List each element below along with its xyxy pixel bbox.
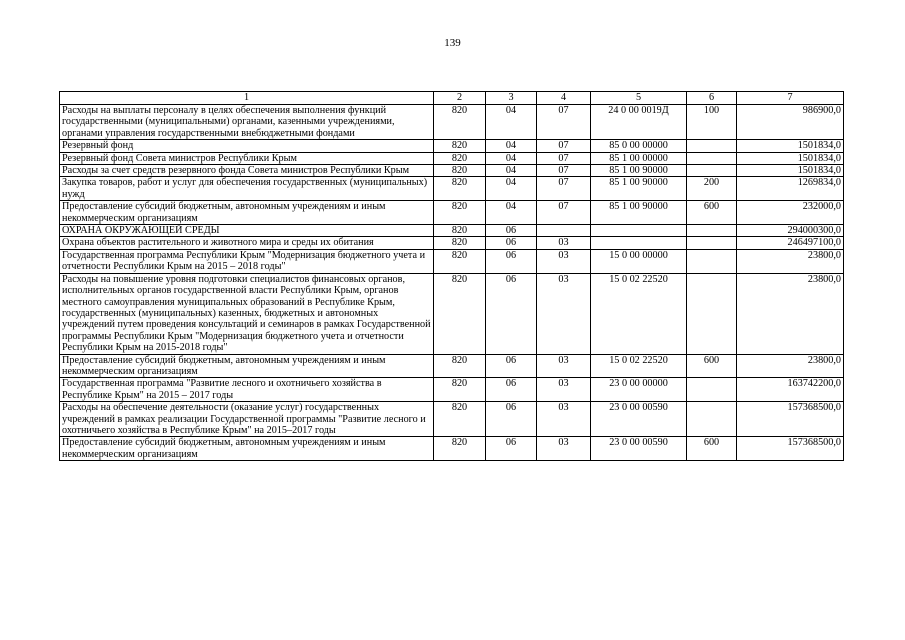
- cell-expense-type: 600: [687, 201, 737, 225]
- table-row: [60, 237, 844, 249]
- cell-description: Государственная программа Республики Крым "Модернизация бюджетного учета и отчетности Республики Крым на 2015 – 2018 годы": [60, 249, 434, 273]
- cell-description: Предоставление субсидий бюджетным, автономным учреждениям и иным некоммерческим организациям: [60, 354, 434, 378]
- cell-subsection-code: 03: [537, 378, 591, 402]
- cell-subsection-code: 03: [537, 273, 591, 354]
- cell-amount: 23800,0: [737, 273, 844, 354]
- cell-department-code: 820: [434, 140, 486, 152]
- cell-amount: 1501834,0: [737, 140, 844, 152]
- cell-description: Расходы за счет средств резервного фонда Совета министров Республики Крым: [60, 165, 434, 177]
- cell-section-code: 06: [486, 249, 537, 273]
- budget-table: [59, 91, 844, 461]
- cell-amount: 294000300,0: [737, 225, 844, 237]
- cell-department-code: 820: [434, 402, 486, 437]
- cell-description: Расходы на обеспечение деятельности (оказание услуг) государственных учреждений в рамках реализации Государственной программы "Развитие лесного и охотничьего хозяйства в Республике Крым" на 2015–2017 годы: [60, 402, 434, 437]
- table-row: [60, 201, 844, 225]
- cell-section-code: 04: [486, 201, 537, 225]
- column-header: 7: [737, 92, 844, 105]
- cell-section-code: 06: [486, 402, 537, 437]
- cell-section-code: 06: [486, 378, 537, 402]
- table-row: [60, 378, 844, 402]
- cell-expense-type: 600: [687, 437, 737, 461]
- cell-section-code: 06: [486, 225, 537, 237]
- cell-department-code: 820: [434, 177, 486, 201]
- cell-subsection-code: 03: [537, 354, 591, 378]
- cell-description: Резервный фонд: [60, 140, 434, 152]
- cell-expense-type: [687, 225, 737, 237]
- cell-description: Расходы на повышение уровня подготовки специалистов финансовых органов, исполнительных органов государственной власти Республики Крым, органов местного самоуправления муниципальных образований в Республике Крым, государственных (муниципальных) казенных, бюджетных и автономных учреждений путем проведения консультаций и семинаров в рамках Государственной программы Республики Крым "Модернизация бюджетного учета и отчетности Республики Крым на 2015-2018 годы": [60, 273, 434, 354]
- cell-amount: 23800,0: [737, 354, 844, 378]
- page-number: 139: [444, 37, 461, 49]
- cell-expense-type: [687, 249, 737, 273]
- cell-subsection-code: [537, 225, 591, 237]
- cell-target-article: 15 0 00 00000: [591, 249, 687, 273]
- cell-target-article: 85 1 00 00000: [591, 152, 687, 164]
- cell-department-code: 820: [434, 273, 486, 354]
- cell-target-article: 24 0 00 0019Д: [591, 105, 687, 140]
- column-header: 6: [687, 92, 737, 105]
- cell-expense-type: 100: [687, 105, 737, 140]
- cell-department-code: 820: [434, 237, 486, 249]
- cell-amount: 157368500,0: [737, 437, 844, 461]
- cell-department-code: 820: [434, 152, 486, 164]
- cell-description: Охрана объектов растительного и животного мира и среды их обитания: [60, 237, 434, 249]
- cell-target-article: 23 0 00 00590: [591, 402, 687, 437]
- cell-target-article: 85 1 00 90000: [591, 201, 687, 225]
- cell-section-code: 04: [486, 140, 537, 152]
- cell-description: Предоставление субсидий бюджетным, автономным учреждениям и иным некоммерческим организациям: [60, 201, 434, 225]
- cell-expense-type: [687, 273, 737, 354]
- cell-target-article: 23 0 00 00590: [591, 437, 687, 461]
- cell-description: Предоставление субсидий бюджетным, автономным учреждениям и иным некоммерческим организациям: [60, 437, 434, 461]
- cell-description: Закупка товаров, работ и услуг для обеспечения государственных (муниципальных) нужд: [60, 177, 434, 201]
- table-row: [60, 437, 844, 461]
- cell-expense-type: 200: [687, 177, 737, 201]
- cell-target-article: 85 1 00 90000: [591, 177, 687, 201]
- cell-section-code: 06: [486, 437, 537, 461]
- cell-section-code: 04: [486, 152, 537, 164]
- cell-expense-type: [687, 165, 737, 177]
- cell-subsection-code: 03: [537, 249, 591, 273]
- cell-section-code: 06: [486, 354, 537, 378]
- cell-subsection-code: 03: [537, 437, 591, 461]
- cell-target-article: 85 0 00 00000: [591, 140, 687, 152]
- cell-amount: 23800,0: [737, 249, 844, 273]
- cell-department-code: 820: [434, 354, 486, 378]
- table-row: [60, 177, 844, 201]
- cell-department-code: 820: [434, 105, 486, 140]
- cell-target-article: [591, 237, 687, 249]
- cell-amount: 232000,0: [737, 201, 844, 225]
- cell-expense-type: [687, 378, 737, 402]
- cell-amount: 986900,0: [737, 105, 844, 140]
- cell-amount: 157368500,0: [737, 402, 844, 437]
- cell-expense-type: [687, 402, 737, 437]
- cell-expense-type: [687, 152, 737, 164]
- table-row: [60, 273, 844, 354]
- cell-section-code: 04: [486, 177, 537, 201]
- cell-amount: 163742200,0: [737, 378, 844, 402]
- header-row: [60, 92, 844, 105]
- cell-amount: 1501834,0: [737, 152, 844, 164]
- cell-department-code: 820: [434, 437, 486, 461]
- cell-description: Расходы на выплаты персоналу в целях обеспечения выполнения функций государственными (муниципальными) органами, казенными учреждениями, органами управления государственными внебюджетными фондами: [60, 105, 434, 140]
- table-row: [60, 140, 844, 152]
- cell-subsection-code: 07: [537, 165, 591, 177]
- cell-amount: 246497100,0: [737, 237, 844, 249]
- cell-target-article: 23 0 00 00000: [591, 378, 687, 402]
- cell-subsection-code: 07: [537, 201, 591, 225]
- table-row: [60, 354, 844, 378]
- cell-description: Резервный фонд Совета министров Республики Крым: [60, 152, 434, 164]
- table-row: [60, 165, 844, 177]
- cell-department-code: 820: [434, 225, 486, 237]
- cell-department-code: 820: [434, 249, 486, 273]
- cell-department-code: 820: [434, 201, 486, 225]
- cell-expense-type: [687, 237, 737, 249]
- cell-department-code: 820: [434, 378, 486, 402]
- cell-subsection-code: 03: [537, 237, 591, 249]
- cell-target-article: 85 1 00 90000: [591, 165, 687, 177]
- cell-expense-type: [687, 140, 737, 152]
- cell-description: Государственная программа "Развитие лесного и охотничьего хозяйства в Республике Крым" на 2015 – 2017 годы: [60, 378, 434, 402]
- cell-target-article: [591, 225, 687, 237]
- cell-section-code: 04: [486, 165, 537, 177]
- cell-subsection-code: 07: [537, 105, 591, 140]
- table-row: [60, 402, 844, 437]
- cell-section-code: 06: [486, 237, 537, 249]
- cell-section-code: 06: [486, 273, 537, 354]
- cell-amount: 1269834,0: [737, 177, 844, 201]
- column-header: 1: [60, 92, 434, 105]
- cell-subsection-code: 07: [537, 152, 591, 164]
- table-row: [60, 152, 844, 164]
- cell-subsection-code: 07: [537, 177, 591, 201]
- cell-expense-type: 600: [687, 354, 737, 378]
- column-header: 4: [537, 92, 591, 105]
- cell-target-article: 15 0 02 22520: [591, 354, 687, 378]
- cell-section-code: 04: [486, 105, 537, 140]
- column-header: 3: [486, 92, 537, 105]
- table-row: [60, 225, 844, 237]
- column-header: 5: [591, 92, 687, 105]
- cell-subsection-code: 03: [537, 402, 591, 437]
- cell-subsection-code: 07: [537, 140, 591, 152]
- cell-department-code: 820: [434, 165, 486, 177]
- cell-description: ОХРАНА ОКРУЖАЮЩЕЙ СРЕДЫ: [60, 225, 434, 237]
- table-body: [60, 105, 844, 461]
- table-row: [60, 249, 844, 273]
- cell-amount: 1501834,0: [737, 165, 844, 177]
- cell-target-article: 15 0 02 22520: [591, 273, 687, 354]
- table-row: [60, 105, 844, 140]
- column-header: 2: [434, 92, 486, 105]
